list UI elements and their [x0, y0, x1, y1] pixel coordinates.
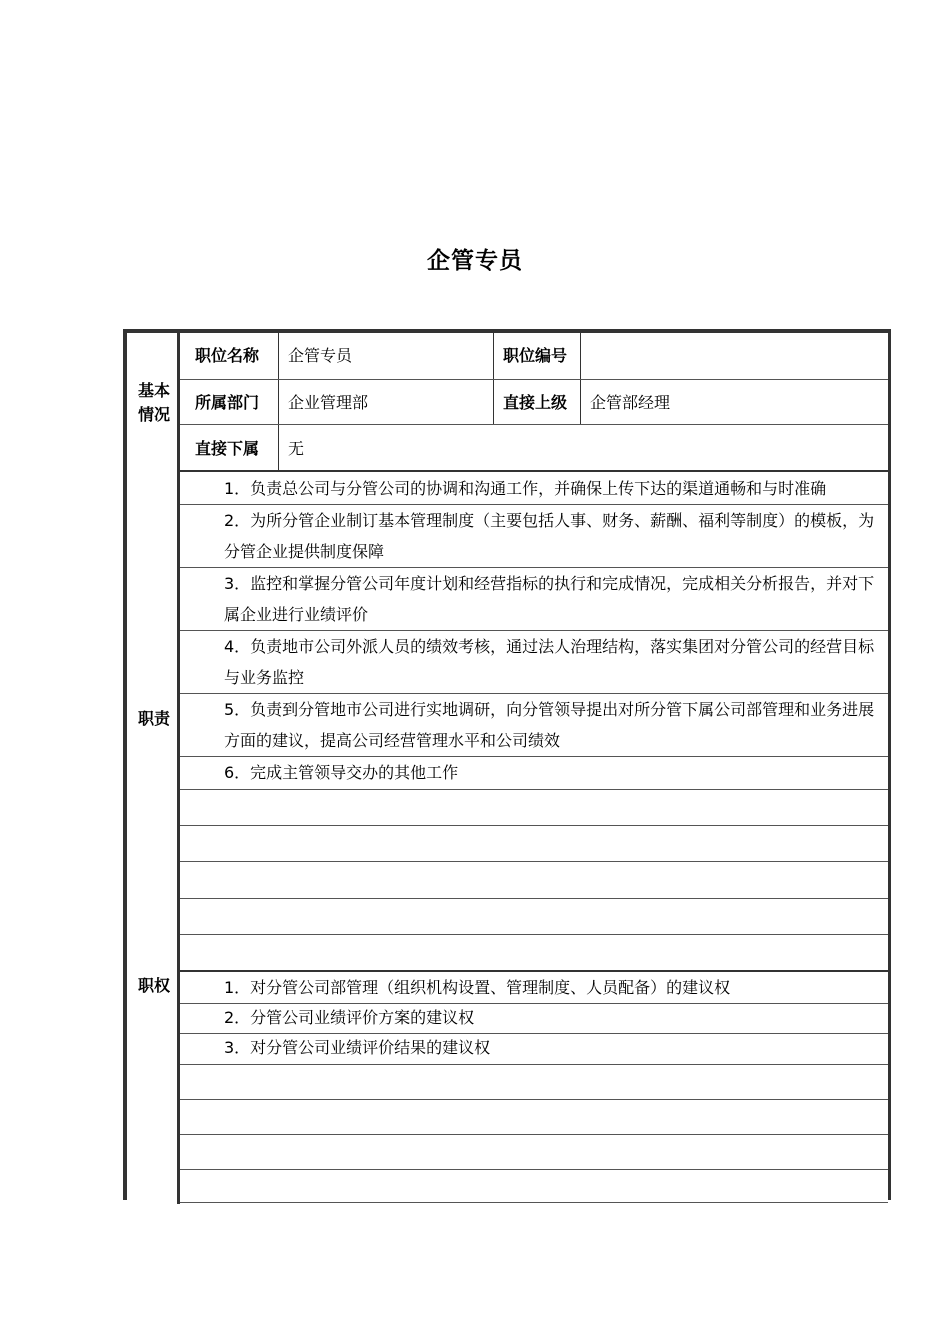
department-value: 企业管理部 — [288, 393, 369, 412]
duty-empty-row-divider-2 — [180, 861, 888, 862]
authority-empty-row-divider-1 — [180, 1099, 888, 1100]
section-label-duties: 职责 — [137, 709, 170, 728]
duty-empty-row-divider-3 — [180, 898, 888, 899]
position-code-label: 职位编号 — [503, 346, 568, 365]
duty-item-6: 6．完成主管领导交办的其他工作 — [224, 763, 459, 782]
section-label-basic — [131, 379, 177, 427]
superior-value: 企管部经理 — [590, 393, 671, 412]
duty-item-2: 2．为所分管企业制订基本管理制度（主要包括人事、财务、薪酬、福利等制度）的模板，为分管企业提供制度保障 — [224, 511, 875, 561]
subordinate-label: 直接下属 — [195, 439, 260, 458]
duty-item-5: 5．负责到分管地市公司进行实地调研，向分管领导提出对所分管下属公司部管理和业务进展方面的建议，提高公司经营管理水平和公司绩效 — [224, 700, 875, 750]
authority-row-divider-3 — [180, 1064, 888, 1065]
basic-row-divider-1 — [180, 379, 888, 380]
duties-section-bottom — [180, 970, 888, 972]
department-label: 所属部门 — [195, 393, 260, 412]
basic-col-divider-1 — [278, 333, 279, 470]
duty-row-divider-6 — [180, 789, 888, 790]
section-label-basic-line1: 基本 — [137, 381, 170, 400]
superior-label: 直接上级 — [503, 393, 568, 412]
job-description-form — [123, 329, 891, 1200]
section-label-basic-line2: 情况 — [137, 405, 170, 424]
authority-item-2: 2．分管公司业绩评价方案的建议权 — [224, 1008, 475, 1027]
section-column-divider — [177, 333, 180, 1204]
basic-section-bottom — [180, 470, 888, 472]
duty-empty-row-divider-4 — [180, 934, 888, 935]
duty-item-1: 1．负责总公司与分管公司的协调和沟通工作，并确保上传下达的渠道通畅和与时准确 — [224, 479, 827, 498]
authority-empty-row-divider-2 — [180, 1134, 888, 1135]
authority-empty-row-divider-3 — [180, 1169, 888, 1170]
position-name-value: 企管专员 — [288, 346, 353, 365]
duty-empty-row-divider-1 — [180, 825, 888, 826]
authority-item-1: 1．对分管公司部管理（组织机构设置、管理制度、人员配备）的建议权 — [224, 978, 731, 997]
authority-item-3: 3．对分管公司业绩评价结果的建议权 — [224, 1038, 491, 1057]
document-title: 企管专员 — [427, 248, 523, 274]
section-label-authority: 职权 — [137, 976, 170, 995]
subordinate-value: 无 — [288, 439, 305, 458]
basic-row-divider-2 — [180, 424, 888, 425]
position-name-label: 职位名称 — [195, 346, 260, 365]
duty-item-3: 3．监控和掌握分管公司年度计划和经营指标的执行和完成情况，完成相关分析报告，并对下属企业进行业绩评价 — [224, 574, 875, 624]
duty-item-4: 4．负责地市公司外派人员的绩效考核，通过法人治理结构，落实集团对分管公司的经营目标与业务监控 — [224, 637, 875, 687]
authority-empty-row-divider-4 — [180, 1202, 888, 1203]
